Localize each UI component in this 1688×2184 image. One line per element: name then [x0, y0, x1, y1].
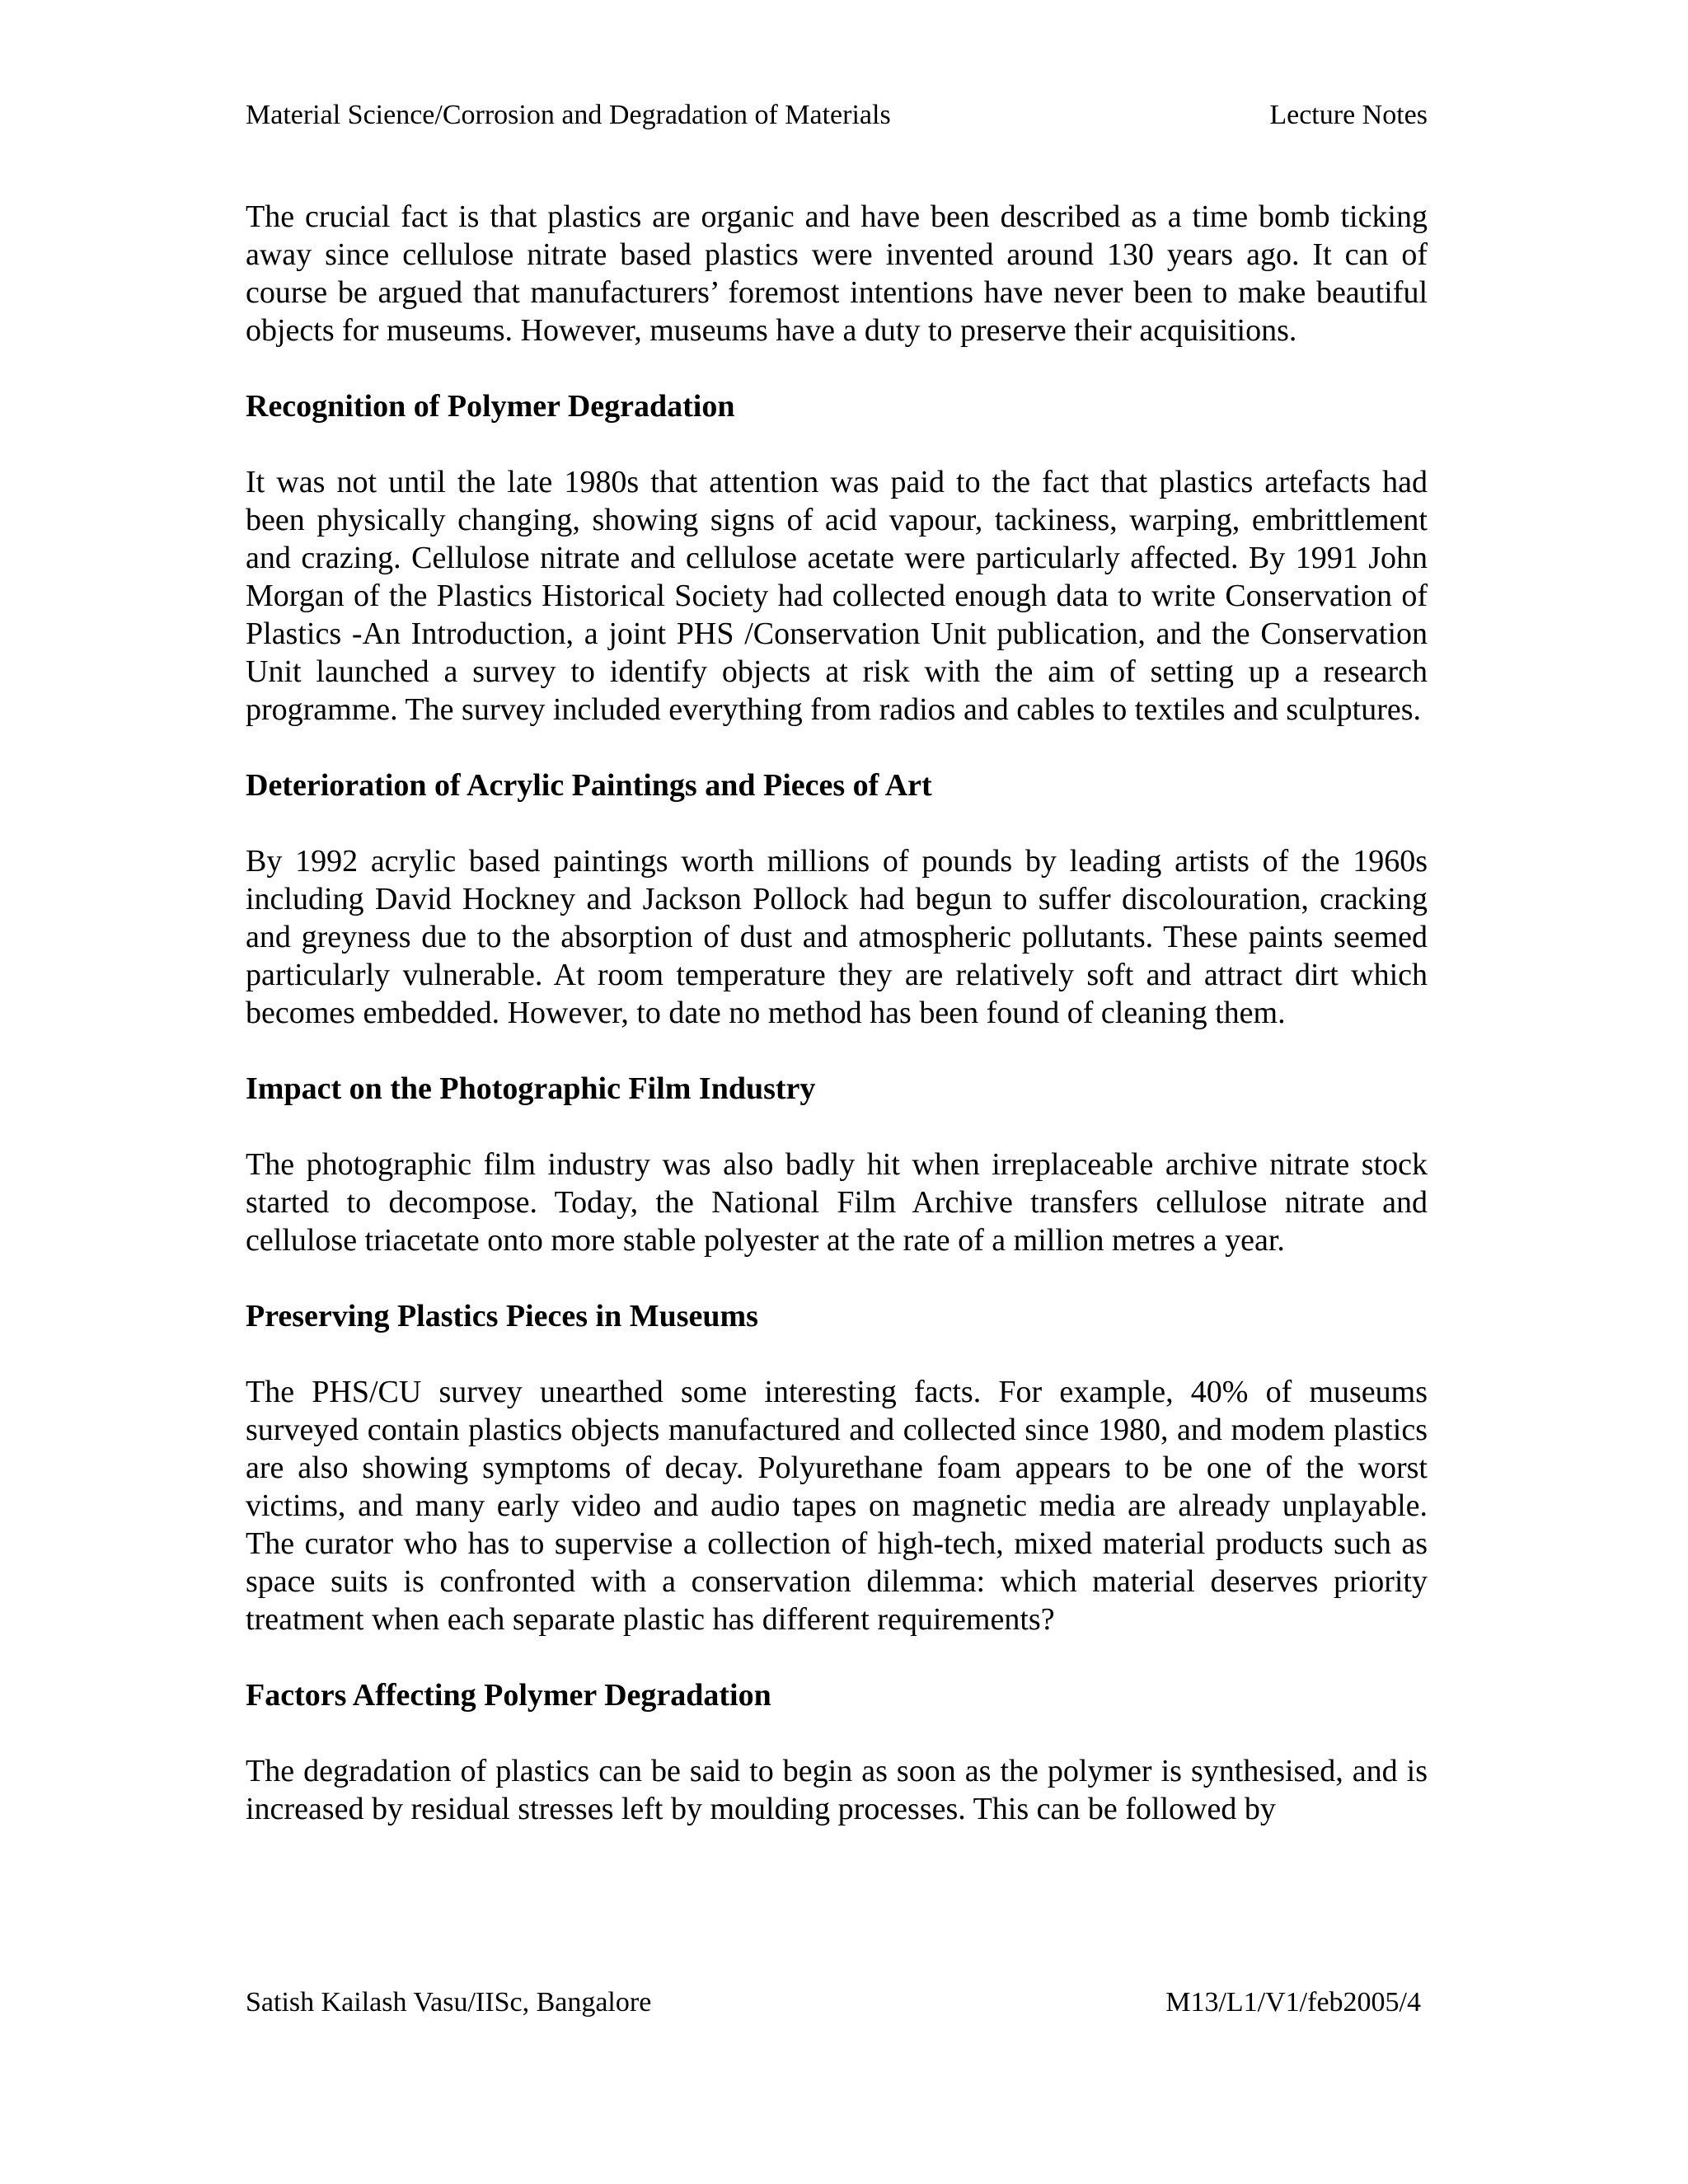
- header-course-title: Material Science/Corrosion and Degradation of Materials: [246, 100, 891, 130]
- section-heading-film: Impact on the Photographic Film Industry: [246, 1071, 816, 1106]
- footer-doc-code: M13/L1/V1/feb2005/4: [1165, 1987, 1421, 2018]
- page-body: [246, 198, 1428, 1866]
- header-doc-type: Lecture Notes: [1269, 100, 1428, 130]
- intro-paragraph: The crucial fact is that plastics are organic and have been described as a time bomb ticking away since cellulose nitrate based plastics were invented around 130 years ago. It can of course be argued that manufacturers’ foremost intentions have never been to make beautiful objects for museums. However, museums have a duty to preserve their acquisitions.: [246, 199, 1428, 348]
- footer-author: Satish Kailash Vasu/IISc, Bangalore: [246, 1987, 652, 2018]
- page-header: [246, 97, 1428, 134]
- recognition-paragraph: It was not until the late 1980s that attention was paid to the fact that plastics artefacts had been physically changing, showing signs of acid vapour, tackiness, warping, embrittlement and crazing. Cellulose nitrate and cellulose acetate were particularly affected. By 1991 John Morgan of the Plastics Historical Society had collected enough data to write Conservation of Plastics -An Introduction, a joint PHS /Conservation Unit publication, and the Conservation Unit launched a survey to identify objects at risk with the aim of setting up a research programme. The survey included everything from radios and cables to textiles and sculptures.: [246, 465, 1428, 727]
- section-heading-recognition: Recognition of Polymer Degradation: [246, 389, 735, 424]
- factors-paragraph: The degradation of plastics can be said to begin as soon as the polymer is synthesised, and is increased by residual stresses left by moulding processes. This can be followed by: [246, 1754, 1428, 1826]
- museums-paragraph: The PHS/CU survey unearthed some interesting facts. For example, 40% of museums surveyed contain plastics objects manufactured and collected since 1980, and modem plastics are also showing symptoms of decay. Polyurethane foam appears to be one of the worst victims, and many early video and audio tapes on magnetic media are already unplayable. The curator who has to supervise a collection of high-tech, mixed material products such as space suits is confronted with a conservation dilemma: which material deserves priority treatment when each separate plastic has different requirements?: [246, 1375, 1428, 1637]
- page-footer: [246, 1985, 1421, 2021]
- section-heading-acrylic: Deterioration of Acrylic Paintings and Pieces of Art: [246, 768, 932, 803]
- section-heading-museums: Preserving Plastics Pieces in Museums: [246, 1299, 758, 1333]
- film-paragraph: The photographic film industry was also badly hit when irreplaceable archive nitrate stock started to decompose. Today, the National Film Archive transfers cellulose nitrate and cellulose triacetate onto more stable polyester at the rate of a million metres a year.: [246, 1147, 1428, 1258]
- section-heading-factors: Factors Affecting Polymer Degradation: [246, 1678, 771, 1713]
- acrylic-paragraph: By 1992 acrylic based paintings worth millions of pounds by leading artists of the 1960s including David Hockney and Jackson Pollock had begun to suffer discolouration, cracking and greyness due to the absorption of dust and atmospheric pollutants. These paints seemed particularly vulnerable. At room temperature they are relatively soft and attract dirt which becomes embedded. However, to date no method has been found of cleaning them.: [246, 844, 1428, 1030]
